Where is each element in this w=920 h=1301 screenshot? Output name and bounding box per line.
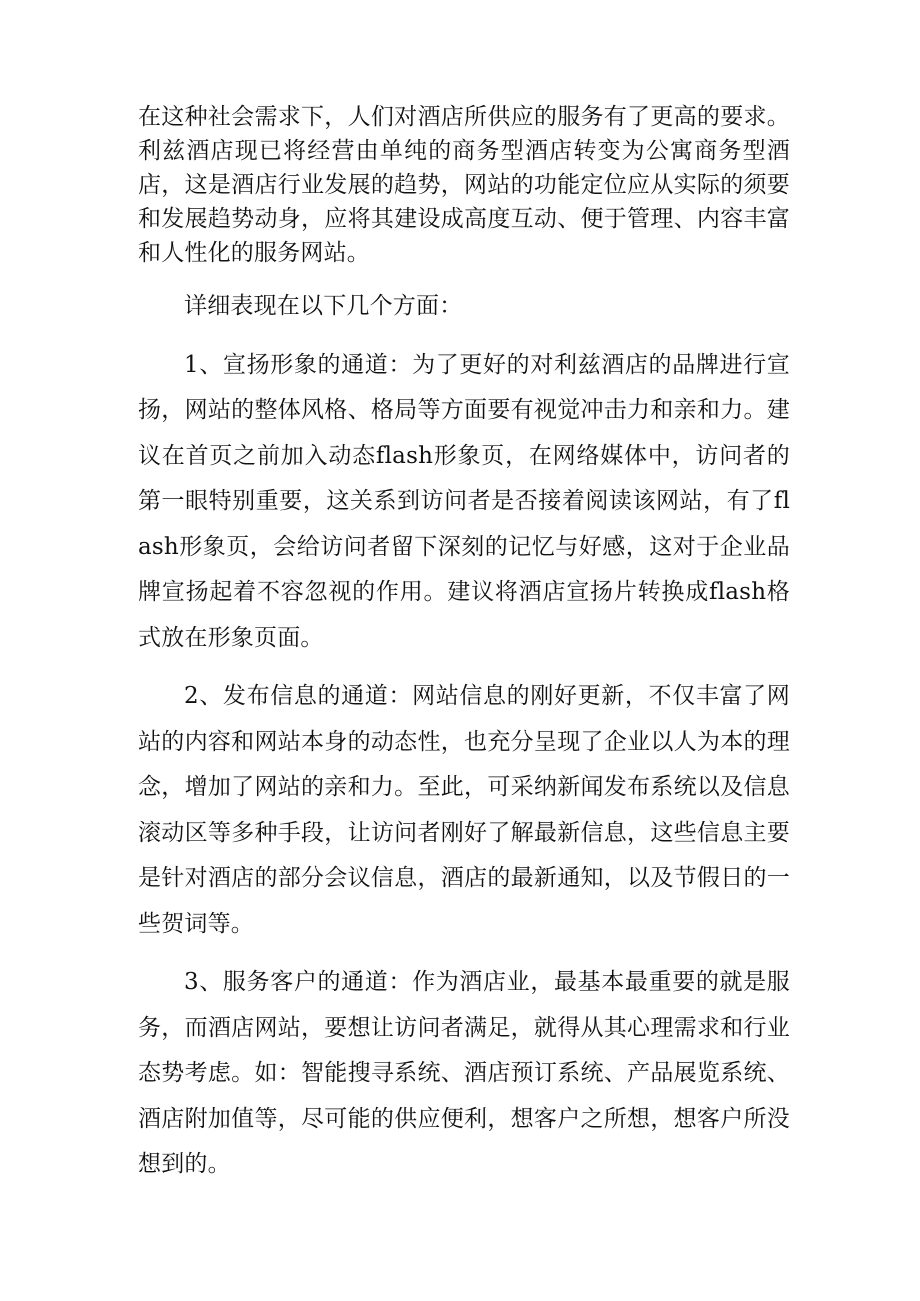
document-page xyxy=(138,100,790,1201)
paragraph-details-heading: 详细表现在以下几个方面： xyxy=(184,293,463,319)
paragraph-intro: 在这种社会需求下，人们对酒店所供应的服务有了更高的要求。利兹酒店现已将经营由单纯的商务型酒店转变为公寓商务型酒店，这是酒店行业发展的趋势，网站的功能定位应从实际的须要和发展趋势动身，应将其建设成高度互动、便于管理、内容丰富和人性化的服务网站。 xyxy=(138,104,790,266)
paragraph-item-2: 2、发布信息的通道：网站信息的刚好更新，不仅丰富了网站的内容和网站本身的动态性，也充分呈现了企业以人为本的理念，增加了网站的亲和力。至此，可采纳新闻发布系统以及信息滚动区等多种手段，让访问者刚好了解最新信息，这些信息主要是针对酒店的部分会议信息，酒店的最新通知，以及节假日的一些贺词等。 xyxy=(138,683,790,937)
paragraph-item-3: 3、服务客户的通道：作为酒店业，最基本最重要的就是服务，而酒店网站，要想让访问者满足，就得从其心理需求和行业态势考虑。如：智能搜寻系统、酒店预订系统、产品展览系统、酒店附加值等，尽可能的供应便利，想客户之所想，想客户所没想到的。 xyxy=(138,969,790,1177)
paragraph-item-1: 1、宣扬形象的通道：为了更好的对利兹酒店的品牌进行宣扬，网站的整体风格、格局等方面要有视觉冲击力和亲和力。建议在首页之前加入动态flash形象页，在网络媒体中，访问者的第一眼特别重要，这关系到访问者是否接着阅读该网站，有了flash形象页，会给访问者留下深刻的记忆与好感，这对于企业品牌宣扬起着不容忽视的作用。建议将酒店宣扬片转换成flash格式放在形象页面。 xyxy=(138,351,790,651)
